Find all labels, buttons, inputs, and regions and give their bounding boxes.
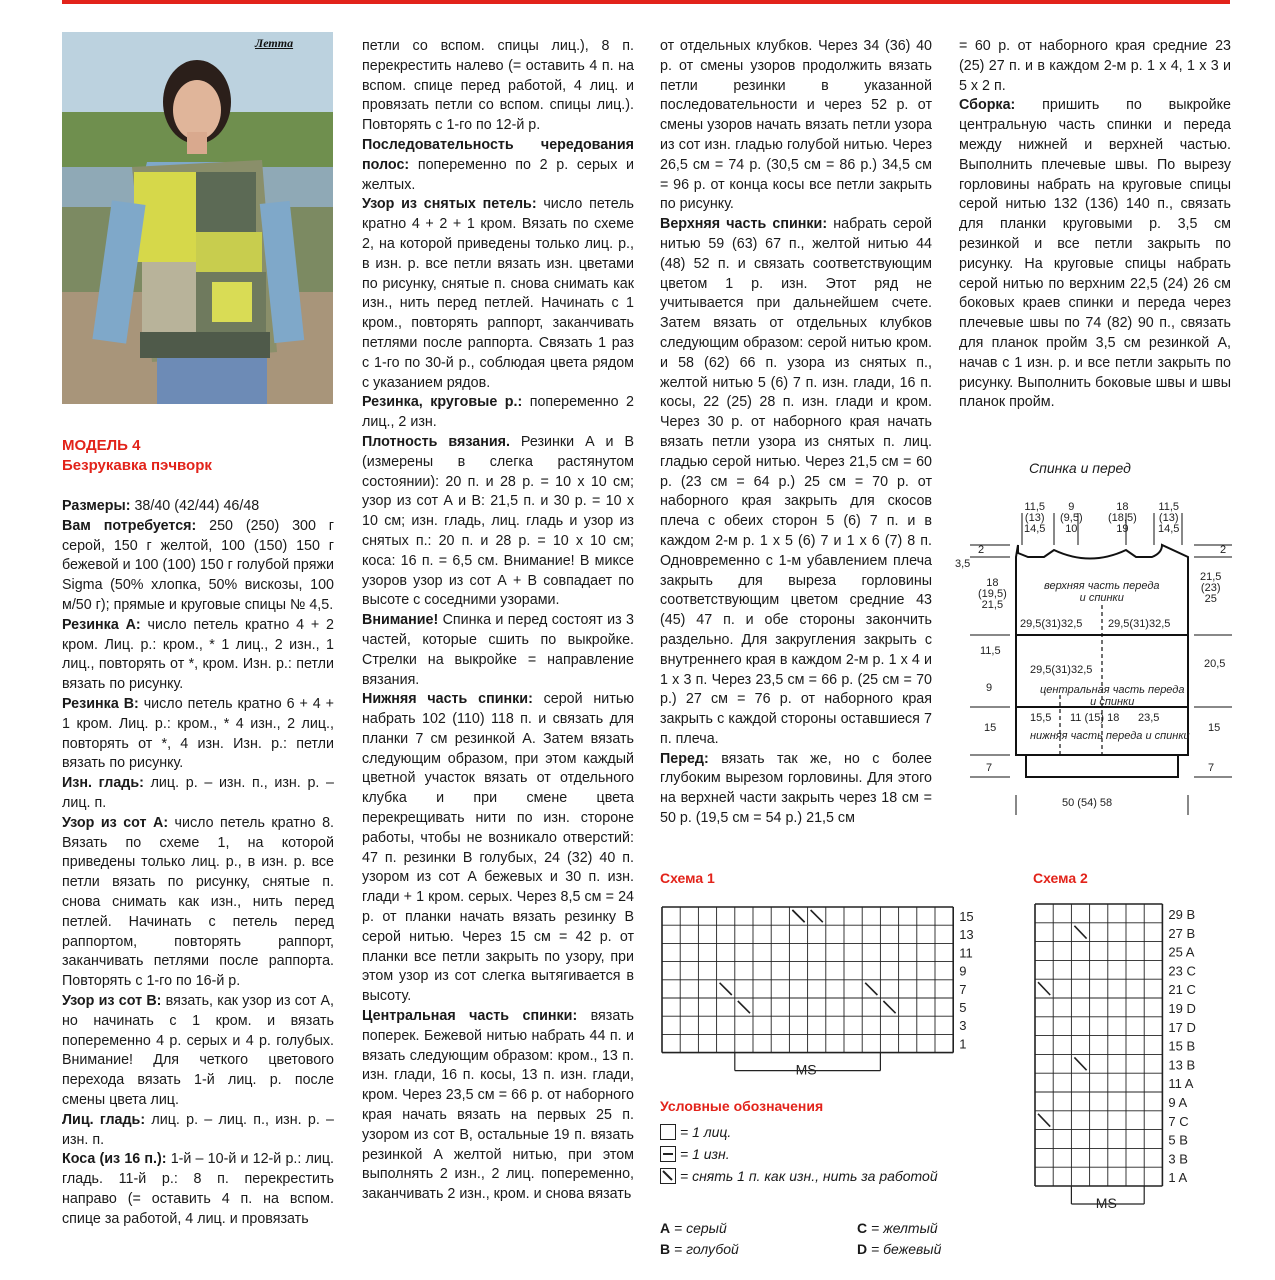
- schema-2-row-label: 17 D: [1168, 1019, 1196, 1035]
- schema-2-row-label: 5 B: [1168, 1132, 1188, 1148]
- paragraph-body: число петель кратно 4 + 2 кром. Лиц. р.: кром., * 1 лиц., 2 изн., 1 лиц., повторять от *, кром. Изн. р.: петли вязать по рисунку.: [62, 616, 335, 693]
- fig-top-label-2: 9 (9,5) 10: [1060, 501, 1083, 535]
- schema-1-row-label: 11: [959, 945, 973, 961]
- paragraph-body: вязать, как узор из сот А, но начинать с 1 кром. и вязать попеременно 4 р. серых и 4 р. голубых. Внимание! Для четкого цветового перехода вязать 1-й лиц. р. после смены цвета лиц.: [62, 992, 334, 1108]
- fig-right-label-5: 7: [1208, 762, 1215, 774]
- paragraph: [62, 992, 334, 1111]
- paragraph-heading: Сборка:: [959, 97, 1016, 114]
- top-red-rule: [62, 0, 1230, 4]
- fig-row3-right: 23,5: [1138, 712, 1160, 724]
- dash-square-icon: [660, 1146, 676, 1162]
- slip-stitch-mark: [1074, 1057, 1086, 1070]
- model-number: МОДЕЛЬ 4: [62, 437, 141, 454]
- paragraph-heading: Вам потребуется:: [62, 517, 197, 534]
- fig-row1-left: 29,5(31)32,5: [1020, 618, 1083, 630]
- paragraph-heading: Узор из сот А:: [62, 814, 169, 831]
- text-column-3: [660, 37, 932, 829]
- schema-2-row-label: 1 A: [1168, 1170, 1188, 1186]
- photo-credit: Летта: [255, 36, 294, 50]
- paragraph: [660, 750, 932, 829]
- paragraph: [362, 37, 634, 136]
- legend-item-slip: [660, 1168, 938, 1184]
- slash-square-icon: [660, 1168, 676, 1184]
- text-column-4: [959, 37, 1231, 413]
- schema-1-row-label: 5: [959, 1000, 967, 1015]
- color-key-b: B = голубой: [660, 1241, 739, 1257]
- schema-2-row-label: 15 B: [1168, 1038, 1196, 1054]
- schema-2-row-label: 9 A: [1168, 1095, 1188, 1110]
- schema-2-ms-label: MS: [1095, 1195, 1117, 1211]
- paragraph-body: число петель кратно 8. Вязать по схеме 1, на которой приведены только лиц. р., в изн. р. все петли вязать по рисунку, снятые п. снова снимать как изн., нить перед петлей. Начинать с петель перед раппортом, повторять раппорт, заканчивать петлями после раппорта. Повторять с 1-го по 16-й р.: [62, 814, 334, 990]
- paragraph-body: вязать поперек. Бежевой нитью набрать 44 п. и вязать следующим образом: кром., 13 п. изн. глади, 16 п. косы, 13 п. изн. глади, кром. Через 23,5 см = 66 р. от наборного края начать вязать на первых 25 п. узором из сот В, остальные 19 п. вязать резинкой А желтой нитью, при этом выполнять 2 изн., 2 лиц. попеременно, заканчивать 2 изн., кром. и снова вязать: [362, 1008, 634, 1203]
- paragraph: [62, 695, 334, 774]
- paragraph-body: набрать серой нитью 59 (63) 67 п., желтой нитью 44 (48) 52 п. и связать соответствующим цветом 1 р. изн. Этот ряд не учитывается при дальнейшем счете. Затем вязать от отдельных клубков следующим образом: серой нитью кром. и 58 (62) 66 п. узора из снятых п., желтой нитью 5 (6) 7 п. изн. глади, 16 п. косы, 22 (25) 28 п. изн. глади и кром. Через 30 р. от наборного края начать вязать петли узора из снятых п. лиц. гладью серой нитью. Через 21,5 см = 60 р. (23 см = 64 р.) 25 см = 70 р. от наборного края закрыть для скосов плеча с обеих сторон 5 (6) 7 п. и в каждом 2-м р. 1 x 5 (6) 7 и 1 x 6 (7) 8 п. Одновременно с 1-м убавлением плеча закрыть для выреза горловины соответствующим цветом средние 43 (45) 47 п. и обе стороны закончить раздельно. Для закругления закрыть с внутреннего края в каждом 2-м р. 1 x 4 и 1 x 3 п. Через 23,5 см = 66 р. (25 см = 70 р.) 27 см = 76 р. от наборного края закрыть с каждой стороны оставшиеся 7 п. плеча.: [660, 216, 932, 747]
- schema-2-row-label: 29 B: [1168, 907, 1196, 922]
- text-column-1: [62, 497, 334, 1229]
- paragraph-body: от отдельных клубков. Через 34 (36) 40 р. от смены узоров продолжить вязать петли резинки в указанной последовательности и через 52 р. от смены узоров начать вязать петли узора из сот изн. гладью голубой нитью. Через 26,5 см = 74 р. (30,5 см = 86 р.) 34,5 см = 96 р. от конца косы все петли закрыть по рисунку.: [660, 38, 932, 213]
- fig-row1-right: 29,5(31)32,5: [1108, 618, 1171, 630]
- paragraph-body: вязать так же, но с более глубоким вырезом горловины. Для этого на верхней части закрыть через 18 см = 50 р. (19,5 см = 54 р.) 21,5 см: [660, 750, 932, 827]
- paragraph-heading: Резинка, круговые р.:: [362, 394, 523, 411]
- paragraph-body: число петель кратно 4 + 2 + 1 кром. Вязать по схеме 2, на которой приведены только лиц. р., в изн. р. все петли вязать изн. цветами по рисунку, снятые п. снова снимать как изн., нить перед петлей. Начинать с 1 кром., повторять раппорт, заканчивать петлями после раппорта. Связать 1 раз с 1-го по 30-й р., соблюдая цвета рядом с указанием рядов.: [362, 196, 634, 391]
- color-key-a: A = серый: [660, 1220, 727, 1236]
- fig-center-part: центральная часть переда и спинки: [1040, 684, 1185, 708]
- paragraph: [362, 195, 634, 393]
- fig-right-label-4: 15: [1208, 722, 1221, 734]
- fig-left-label-3: 18 (19,5) 21,5: [978, 577, 1007, 611]
- paragraph-heading: Нижняя часть спинки:: [362, 691, 533, 708]
- schema-2-row-label: 25 A: [1168, 944, 1195, 960]
- paragraph-heading: Лиц. гладь:: [62, 1111, 146, 1128]
- paragraph-heading: Коса (из 16 п.):: [62, 1151, 167, 1168]
- fig-left-label-1: 2: [978, 544, 985, 556]
- schema-2-row-label: 3 B: [1168, 1151, 1188, 1167]
- schema-1-row-label: 15: [959, 909, 974, 924]
- paragraph-heading: Внимание!: [362, 612, 439, 629]
- fig-top-label-1: 11,5 (13) 14,5: [1024, 501, 1046, 535]
- paragraph: [362, 690, 634, 1007]
- paragraph-heading: Перед:: [660, 750, 709, 767]
- schema-2-row-label: 21 C: [1168, 982, 1196, 998]
- slip-stitch-mark: [1038, 982, 1050, 995]
- paragraph: [362, 393, 634, 433]
- schema-2-row-label: 23 C: [1168, 963, 1196, 979]
- schema-1-row-label: 1: [959, 1036, 967, 1052]
- paragraph: [62, 814, 334, 992]
- paragraph: [362, 1007, 634, 1205]
- schema-1-row-label: 3: [959, 1018, 967, 1034]
- paragraph-heading: Верхняя часть спинки:: [660, 216, 828, 233]
- paragraph-body: 250 (250) 300 г серой, 150 г желтой, 100 (150) 150 г бежевой и 100 (100) 150 г голубой пряжи Sigma (50% хлопка, 50% вискозы, 100 м/50 г); прямые и круговые спицы № 4,5.: [62, 517, 335, 613]
- paragraph-body: 1-й – 10-й и 12-й р.: лиц. гладь. 11-й р.: 8 п. перекрестить направо (= оставить 4 п. на вспом. спице за работой, 4 лиц. и провязать: [62, 1151, 335, 1227]
- legend-item-purl: [660, 1146, 730, 1162]
- legend-item-label: = снять 1 п. как изн., нить за работой: [680, 1168, 938, 1184]
- empty-square-icon: [660, 1124, 676, 1140]
- paragraph-heading: Резинка В:: [62, 695, 139, 712]
- legend-item-label: = 1 лиц.: [680, 1124, 732, 1140]
- schema-2-chart: [1033, 902, 1233, 1222]
- paragraph-heading: Центральная часть спинки:: [362, 1008, 578, 1025]
- text-column-2: [362, 37, 634, 1205]
- slip-stitch-mark: [1038, 1114, 1050, 1127]
- schema-1-ms-label: MS: [795, 1061, 817, 1078]
- fig-lower-part: нижняя часть переда и спинки: [1030, 730, 1190, 742]
- paragraph: [62, 1111, 334, 1151]
- slip-stitch-mark: [1074, 926, 1086, 939]
- paragraph-body: Спинка и перед состоят из 3 частей, которые сшить по выкройке. Стрелки на выкройке = направление вязания.: [362, 612, 634, 688]
- legend-title: Условные обозначения: [660, 1098, 824, 1114]
- paragraph-heading: Узор из снятых петель:: [362, 196, 537, 213]
- paragraph: [62, 774, 334, 814]
- paragraph: [660, 37, 932, 215]
- paragraph: [62, 1150, 334, 1229]
- paragraph-body: 38/40 (42/44) 46/48: [130, 498, 260, 514]
- fig-left-label-4: 11,5: [980, 645, 1001, 657]
- fig-row2-left: 29,5(31)32,5: [1030, 664, 1093, 676]
- fig-left-label-6: 15: [984, 722, 997, 734]
- slip-stitch-mark: [792, 910, 804, 922]
- fig-right-label-1: 2: [1220, 544, 1227, 556]
- schema-1-chart: [660, 905, 974, 1085]
- paragraph-body: серой нитью набрать 102 (110) 118 п. и связать для планки 7 см резинкой А. Затем вязать следующим образом, при этом каждый цветной участок вязать от отдельного клубка и при смене цвета перекрещивать нити по изн. стороне работы, чтобы не возникало отверстий: 47 п. резинки В голубых, 24 (32) 40 п. узором из сот А бежевых и 30 п. изн. глади + 1 кром. серых. Через 8,5 см = 24 р. от планки начать вязать резинку В серой нитью. Через 15 см = 42 р. от планки все петли закрыть по узору, при этом узор из сот слегка вытягивается в высоту.: [362, 691, 634, 1005]
- fig-left-label-5: 9: [986, 682, 993, 694]
- schema-1-title: Схема 1: [660, 870, 715, 886]
- slip-stitch-mark: [865, 983, 877, 995]
- paragraph-body: лиц. р. – изн. п., изн. р. – лиц. п.: [62, 775, 334, 811]
- paragraph: [660, 215, 932, 750]
- model-title: Безрукавка пэчворк: [62, 457, 212, 474]
- photo-illustration: [62, 32, 333, 404]
- paragraph: [62, 497, 334, 517]
- paragraph-heading: Изн. гладь:: [62, 775, 144, 792]
- schema-2-title: Схема 2: [1033, 870, 1088, 886]
- paragraph-body: попеременно по 2 р. серых и желтых.: [362, 156, 634, 193]
- schema-1-row-label: 13: [959, 927, 974, 943]
- paragraph: [362, 611, 634, 690]
- paragraph-heading: Резинка А:: [62, 616, 141, 633]
- fig-left-label-7: 7: [986, 762, 993, 774]
- color-key-c: C = желтый: [857, 1220, 938, 1236]
- schema-1-row-label: 9: [959, 963, 967, 979]
- paragraph-heading: Плотность вязания.: [362, 433, 510, 450]
- paragraph-body: лиц. р. – лиц. п., изн. р. – изн. п.: [62, 1111, 335, 1148]
- fig-row3-left: 15,5: [1030, 712, 1052, 724]
- fig-upper-part: верхняя часть переда и спинки: [1044, 580, 1160, 604]
- paragraph: [959, 37, 1231, 96]
- paragraph-heading: Размеры:: [62, 498, 131, 514]
- paragraph: [62, 517, 334, 616]
- legend-item-label: = 1 изн.: [680, 1146, 730, 1162]
- slip-stitch-mark: [811, 910, 823, 922]
- fig-right-label-3: 20,5: [1204, 658, 1226, 670]
- schema-2-row-label: 13 B: [1168, 1057, 1196, 1073]
- slip-stitch-mark: [738, 1001, 750, 1013]
- paragraph-body: пришить по выкройке центральную часть спинки и переда между нижней и верхней частью. Выполнить плечевые швы. По вырезу горловины набрать на круговые спицы серой нитью 132 (136) 140 п., связать для планки круговыми р. 3,5 см резинкой и все петли закрыть по рисунку. На круговые спицы набрать серой нитью по верхним 22,5 (24) 26 см боковых краев спинки и переда через плечевые швы по 74 (82) 90 п., связать для планок пройм 3,5 см резинкой А, начав с 1 изн. р. и все петли закрыть по рисунку. Выполнить боковые швы и швы планок пройм.: [959, 97, 1231, 411]
- pattern-diagram: [950, 495, 1240, 825]
- fig-top-label-3: 18 (18,5) 19: [1108, 501, 1137, 535]
- schema-1-row-label: 7: [959, 981, 967, 997]
- fig-left-label-2: 3,5: [955, 558, 971, 570]
- fig-row3-mid: 11 (15) 18: [1070, 712, 1120, 724]
- fig-bottom-width: 50 (54) 58: [1062, 797, 1113, 809]
- paragraph: [959, 96, 1231, 413]
- pattern-figure-title: Спинка и перед: [1029, 460, 1131, 476]
- schema-2-row-label: 7 C: [1168, 1113, 1189, 1129]
- paragraph-heading: Узор из сот В:: [62, 992, 162, 1009]
- paragraph-heading: Последовательность чередования полос:: [362, 136, 634, 173]
- paragraph: [362, 136, 634, 195]
- schema-2-row-label: 11 A: [1168, 1076, 1194, 1092]
- model-photo: [62, 32, 333, 404]
- fig-right-label-2: 21,5 (23) 25: [1200, 571, 1222, 605]
- paragraph-body: Резинки А и В (измерены в слегка растянутом состоянии): 20 п. и 28 р. = 10 x 10 см; узор из сот А и В: 21,5 п. и 30 р. = 10 x 10 см; изн. гладь, лиц. гладь и узор из снятых п.: 20 п. и 28 р. = 10 x 10 см; коса: 16 п. = 6,5 см. Внимание! В миксе узоров узор из сот А + В совпадает по высоте с соседними узорами.: [362, 433, 634, 609]
- paragraph-body: петли со вспом. спицы лиц.), 8 п. перекрестить налево (= оставить 4 п. на вспом. спице перед работой, 4 лиц. и провязать петли со вспом. спицы лиц.). Повторять с 1-го по 12-й р.: [362, 38, 634, 134]
- fig-top-label-4: 11,5 (13) 14,5: [1158, 501, 1180, 535]
- schema-2-row-label: 19 D: [1168, 1001, 1196, 1016]
- slip-stitch-mark: [720, 983, 732, 995]
- paragraph-body: попеременно 2 лиц., 2 изн.: [362, 394, 634, 431]
- legend-item-knit: [660, 1124, 731, 1140]
- paragraph-body: = 60 р. от наборного края средние 23 (25) 27 п. и в каждом 2-м р. 1 x 4, 1 x 3 и 5 x 2 п.: [959, 38, 1231, 94]
- paragraph-body: число петель кратно 6 + 4 + 1 кром. Лиц. р.: кром., * 4 изн., 2 лиц., повторять от *, 4 изн. Изн. р.: петли вязать по рисунку.: [62, 695, 334, 772]
- slip-stitch-mark: [883, 1001, 895, 1013]
- color-key-d: D = бежевый: [857, 1241, 942, 1257]
- schema-2-row-label: 27 B: [1168, 925, 1196, 941]
- paragraph: [62, 616, 334, 695]
- paragraph: [362, 433, 634, 611]
